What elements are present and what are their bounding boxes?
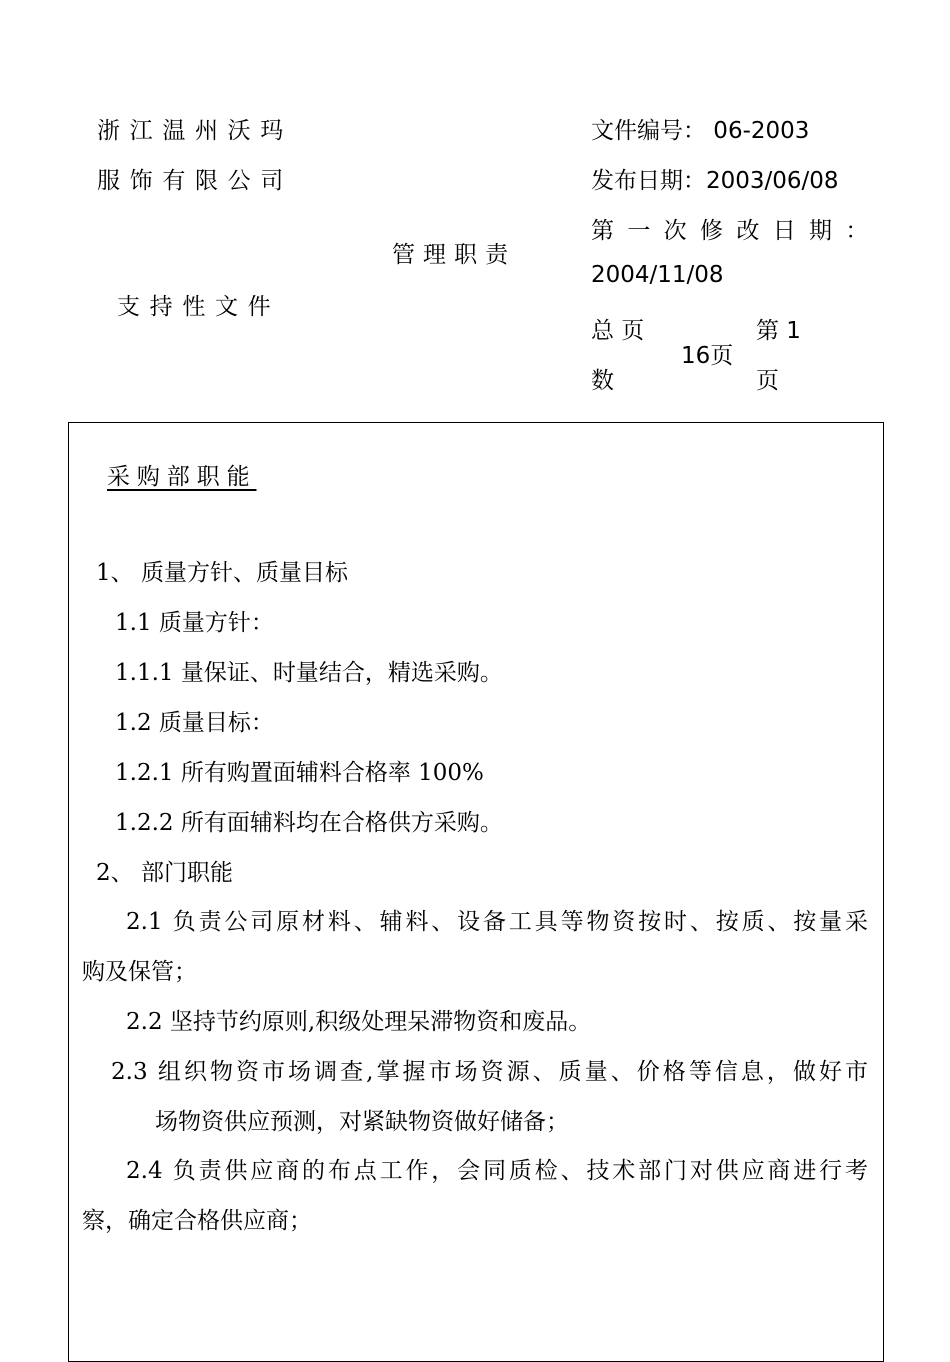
current-page-label-top: 第 1 — [756, 318, 801, 344]
total-pages-label-top: 总 页 — [591, 318, 645, 344]
file-number: 文件编号： 06-2003 — [591, 118, 810, 144]
content-line: 2、 部门职能 — [96, 860, 233, 886]
total-pages-value: 16页 — [681, 343, 734, 369]
content-line: 1.2 质量目标： — [115, 710, 274, 736]
release-date: 发布日期：2003/06/08 — [591, 168, 839, 194]
content-line: 1.1 质量方针： — [115, 610, 274, 636]
content-line: 1.1.1 量保证、时量结合，精选采购。 — [115, 660, 503, 686]
content-line: 察，确定合格供应商； — [82, 1208, 312, 1234]
section-title: 采购部职能 — [107, 464, 257, 490]
document-title: 管理职责 — [392, 242, 517, 268]
total-pages-label-bottom: 数 — [591, 368, 614, 394]
content-line: 2.3 组织物资市场调查,掌握市场资源、质量、价格等信息，做好市 — [111, 1059, 868, 1085]
content-line: 2.4 负责供应商的布点工作，会同质检、技术部门对供应商进行考 — [126, 1158, 868, 1184]
content-line: 2.1 负责公司原材料、辅料、设备工具等物资按时、按质、按量采 — [126, 909, 868, 935]
content-line: 1.2.1 所有购置面辅料合格率 100% — [115, 760, 484, 786]
content-line: 2.2 坚持节约原则,积级处理呆滞物资和废品。 — [126, 1009, 592, 1035]
content-line: 1.2.2 所有面辅料均在合格供方采购。 — [115, 810, 503, 836]
company-name-line1: 浙江温州沃玛 — [97, 118, 293, 144]
revision-date: 2004/11/08 — [591, 262, 724, 288]
revision-date-label: 第一次修改日期： — [591, 218, 882, 244]
content-line: 购及保管； — [82, 959, 197, 985]
current-page-label-bottom: 页 — [756, 368, 779, 394]
content-line: 场物资供应预测，对紧缺物资做好储备； — [155, 1109, 569, 1135]
company-name-line2: 服饰有限公司 — [97, 168, 293, 194]
content-line: 1、 质量方针、质量目标 — [96, 560, 348, 586]
support-document-label: 支持性文件 — [117, 294, 281, 320]
